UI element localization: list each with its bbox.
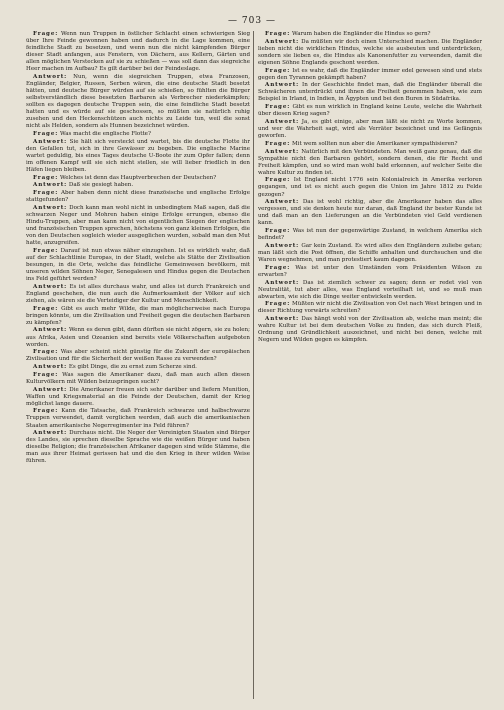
speaker-label: Frage: — [265, 67, 291, 74]
paragraph-text: Welches ist denn das Hauptverbrechen der Deutschen? — [59, 174, 217, 181]
qa-paragraph — [26, 387, 250, 408]
speaker-label: Antwort: — [33, 430, 68, 437]
qa-paragraph — [258, 141, 482, 148]
paragraph-text: Das ist ziemlich schwer zu sagen; denn er redet viel von Neutralität, tut aber alles, was England vorteilhaft ist, und so muß man abwarten, wie sich die Dinge weiter entwickeln werden. — [258, 279, 482, 300]
paragraph-text: Das hängt wohl von der Zivilisation ab, welche man meint; die wahre Kultur ist bei dem deutschen Volke zu finden, das sich durch Fleiß, Ordnung und Gründlichkeit auszeichnet, und nicht bei denen, welche mit Negern und Wilden gegen es kämpfen. — [258, 316, 482, 344]
qa-paragraph — [26, 139, 250, 174]
paragraph-text: Darauf ist nun etwas näher einzugehen. Ist es wirklich wahr, daß auf der Schlachtlinie Europas, in der Stadt, welche als Stätte der Zivilisation besungen, in die Orte, welche das feindliche Gemeinwesen bevölkern, mit unseren wilden Söhnen Neger, Senegalesen und Hindus gegen die Deutschen ins Feld geführt werden? — [26, 247, 250, 283]
paragraph-text: Was ist nun der gegenwärtige Zustand, in welchem Amerika sich befindet? — [258, 228, 482, 242]
qa-paragraph — [26, 175, 250, 182]
speaker-label: Frage: — [33, 305, 59, 312]
speaker-label: Antwort: — [33, 73, 68, 80]
speaker-label: Antwort: — [33, 204, 68, 211]
qa-paragraph — [26, 205, 250, 247]
paragraph-text: Doch kann man wohl nicht in unbedingtem Maß sagen, daß die schwarzen Neger und Mohren haben einige Erfolge errungen, ebenso die Hindu-Truppen, aber man kann nicht von eigentlichen Siegen der englischen und französischen Truppen sprechen, höchstens von ganz kleinen Erfolgen, die von den Deutschen sogleich wieder ausgeglichen wurden, sobald man den Mut hatte, anzugreifen. — [26, 204, 250, 247]
speaker-label: Frage: — [265, 264, 291, 271]
paragraph-text: Sie hält sich versteckt und wartet, bis die deutsche Flotte ihr den Gefallen tut, sich in ihre Gewässer zu begeben. Die englische Marine wartet geduldig, bis eines Tages deutsche U-Boote ihr zum Opfer fallen; denn im offenen Kampf will sie sich nicht stellen, sie will lieber friedlich in den Häfen liegen bleiben. — [26, 138, 250, 173]
paragraph-text: Ja, es gibt einige, aber man läßt sie nicht zu Worte kommen, und wer die Wahrheit sagt, wird als Verräter bezeichnet und ins Gefängnis geworfen. — [258, 119, 482, 140]
qa-paragraph — [258, 39, 482, 67]
speaker-label: Frage: — [265, 301, 291, 308]
paragraph-text: Müßten wir nicht die Zivilisation von Ost nach West bringen und in dieser Richtung vorwärts schreiten? — [258, 301, 482, 315]
paragraph-text: Ist es wahr, daß die Engländer immer edel gewesen sind und stets gegen den Tyrannen gekämpft haben? — [258, 67, 482, 81]
speaker-label: Frage: — [265, 177, 291, 184]
speaker-label: Antwort: — [33, 283, 68, 290]
paragraph-text: Das ist wohl richtig, aber die Amerikaner haben das alles vergessen, und sie denken heute nur daran, daß England ihr bester Kunde ist und daß man an den Lieferungen an die Verbündeten viel Geld verdienen kann. — [258, 199, 482, 227]
paragraph-text: Wenn es deren gibt, dann dürften sie nicht zögern, sie zu holen; aus Afrika, Asien und Ozeanien sind bereits viele Völkerschaften aufgeboten worden. — [26, 327, 250, 348]
speaker-label: Frage: — [33, 247, 59, 254]
qa-paragraph — [26, 74, 250, 130]
speaker-label: Frage: — [33, 408, 59, 415]
qa-paragraph — [26, 349, 250, 363]
speaker-label: Antwort: — [265, 316, 300, 323]
paragraph-text: Warum haben die Engländer die Hindus so gern? — [291, 31, 431, 37]
qa-paragraph — [258, 119, 482, 140]
qa-paragraph — [26, 248, 250, 283]
qa-paragraph — [26, 131, 250, 138]
speaker-label: Antwort: — [265, 148, 300, 155]
paragraph-text: Kann die Tatsache, daß Frankreich schwarze und halbschwarze Truppen verwendet, damit verglichen werden, daß auch die amerikanischen Staaten amerikanische Negerregimenter ins Feld führen? — [26, 408, 250, 429]
qa-paragraph — [26, 190, 250, 204]
speaker-label: Antwort: — [265, 38, 300, 45]
qa-paragraph — [258, 177, 482, 198]
qa-paragraph — [26, 430, 250, 465]
qa-paragraph — [258, 228, 482, 242]
speaker-label: Antwort: — [33, 327, 68, 334]
qa-paragraph — [258, 31, 482, 38]
paragraph-text: Was sagen die Amerikaner dazu, daß man auch allen diesen Kulturvölkern mit Wilden beizuspringen sucht? — [26, 371, 250, 385]
speaker-label: Frage: — [265, 140, 291, 147]
qa-paragraph — [26, 408, 250, 429]
qa-paragraph — [258, 280, 482, 301]
speaker-label: Antwort: — [265, 279, 300, 286]
speaker-label: Frage: — [33, 371, 59, 378]
speaker-label: Frage: — [33, 349, 59, 356]
speaker-label: Frage: — [33, 190, 59, 197]
qa-paragraph — [258, 265, 482, 279]
speaker-label: Antwort: — [265, 82, 300, 89]
speaker-label: Antwort: — [33, 386, 68, 393]
paragraph-text: Wenn nun Truppen in östlicher Schlacht einen schwierigen Sieg über Ihre Feinde gewonnen haben und dadurch in die Lage kommen, eine feindliche Stadt zu besetzen, und wenn nun die nicht kämpfenden Bürger dieser Stadt anfangen, aus Fenstern, von Dächern, aus Kellern, Gärten und allen möglichen Verstecken auf sie zu schießen — was soll dann das siegreiche Heer machen im Aufbau? Es gilt darüber bei der Feindeslage. — [26, 31, 250, 73]
paragraph-text: Mit wem sollten nun aber die Amerikaner sympathisieren? — [291, 140, 458, 147]
speaker-label: Frage: — [33, 131, 59, 138]
qa-paragraph — [26, 306, 250, 327]
qa-paragraph — [26, 31, 250, 73]
qa-paragraph — [258, 82, 482, 103]
paragraph-text: Was aber scheint nicht günstig für die Zukunft der europäischen Zivilisation und für die Sicherheit der weißen Rasse zu verwenden? — [26, 349, 250, 363]
paragraph-text: Gibt es nun wirklich in England keine Leute, welche die Wahrheit über diesen Krieg sagen? — [258, 104, 482, 118]
paragraph-text: Gar kein Zustand. Es wird alles den Engländern zuliebe getan; man läßt sich die Post öffnen, die Schiffe anhalten und durchsuchen und die Waren wegnehmen, und man protestiert kaum dagegen. — [258, 242, 482, 264]
speaker-label: Frage: — [33, 174, 59, 181]
speaker-label: Antwort: — [265, 242, 300, 249]
paragraph-text: Was macht die englische Flotte? — [59, 131, 151, 138]
paragraph-text: Nun, wenn die siegreichen Truppen, etwa Franzosen, Engländer, Belgier, Russen, Serben wären, die eine deutsche Stadt besetzt hätten, und deutsche Bürger würden auf sie schießen, so fühlten die Bürger selbstverständlich diese besetzten Barbaren als Verbrecher niederkämpfen; sollten es dagegen deutsche Truppen sein, die eine feindliche Stadt besetzt hatten und es würde auf sie geschossen, so müßten sie natürlich ruhig zusehen und den Heckenschützen auch nichts zu Leide tun, weil die sonst nicht als Helden, sondern als Hunnen bezeichnet würden. — [26, 73, 250, 130]
speaker-label: Antwort: — [265, 199, 300, 206]
qa-paragraph — [258, 199, 482, 227]
paragraph-text: Durchaus nicht. Die Neger der Vereinigten Staaten sind Bürger des Landes, sie sprechen dieselbe Sprache wie die weißen Bürger und haben dieselbe Religion; die französischen Afrikaner dagegen sind wilde Stämme, die man aus ihrer Heimat gerissen hat und die den Krieg in ihrer wilden Weise führen. — [26, 430, 250, 465]
speaker-label: Antwort: — [265, 119, 300, 125]
speaker-label: Frage: — [265, 31, 291, 37]
paragraph-text: Aber haben denn nicht diese französische und englische Erfolge stattgefunden? — [26, 190, 250, 204]
qa-paragraph — [26, 182, 250, 189]
speaker-label: Antwort: — [33, 364, 68, 371]
qa-paragraph — [26, 372, 250, 386]
speaker-label: Frage: — [33, 31, 59, 37]
paragraph-text: In der Geschichte findet man, daß die Engländer überall die Schwächeren unterdrückt und ihnen die Freiheit genommen haben, wie zum Beispiel in Irland, in Indien, in Ägypten und bei den Buren in Südafrika. — [258, 82, 482, 103]
speaker-label: Antwort: — [33, 138, 68, 145]
qa-paragraph — [258, 243, 482, 264]
paragraph-text: Was ist unter den Umständen vom Präsidenten Wilson zu erwarten? — [258, 264, 482, 278]
paragraph-text: Die Amerikaner freuen sich sehr darüber und liefern Munition, Waffen und Kriegsmaterial an die Feinde der Deutschen, damit der Krieg möglichst lange dauere. — [26, 386, 250, 407]
paragraph-text: Da müßten wir doch einen Unterschied machen. Die Engländer lieben nicht die wirklichen Hindus, welche sie ausbeuten und unterdrücken, sondern sie lieben es, die Hindus als Kanonenfutter zu verwenden, damit die eigenen Söhne Englands geschont werden. — [258, 38, 482, 66]
paragraph-text: Gibt es auch mehr Wilde, die man möglicherweise nach Europa bringen könnte, um die Zivilisation und Freiheit gegen die deutschen Barbaren zu kämpfen? — [26, 305, 250, 326]
qa-paragraph — [258, 68, 482, 82]
qa-paragraph — [26, 284, 250, 305]
paragraph-text: Es gibt Dinge, die zu ernst zum Scherze sind. — [68, 364, 197, 371]
speaker-label: Antwort: — [33, 182, 68, 189]
left-column — [26, 31, 250, 699]
qa-paragraph — [258, 149, 482, 177]
qa-paragraph — [26, 364, 250, 371]
right-column — [258, 31, 482, 699]
column-divider — [253, 31, 254, 699]
paragraph-text: Ist England nicht 1776 sein Kolonialreich in Amerika verloren gegangen, und ist es nicht auch gegen die Union im Jahre 1812 zu Felde gezogen? — [258, 177, 482, 198]
paragraph-text: Es ist alles durchaus wahr, und alles ist durch Frankreich und England geschehen, die nun auch die Aufmerksamkeit der Völker auf sich ziehen, als wären sie die Verteidiger der Kultur und Menschlichkeit. — [26, 283, 250, 304]
page-number: — 703 — — [228, 16, 276, 26]
qa-paragraph — [258, 301, 482, 315]
qa-paragraph — [26, 327, 250, 348]
speaker-label: Frage: — [265, 104, 291, 111]
qa-paragraph — [258, 316, 482, 344]
speaker-label: Frage: — [265, 228, 291, 235]
paragraph-text: Daß sie gesiegt haben. — [68, 182, 134, 189]
qa-paragraph — [258, 104, 482, 118]
paragraph-text: Natürlich mit den Verbündeten. Man weiß ganz genau, daß die Sympathie nicht den Barbaren gehört, sondern denen, die für Recht und Freiheit kämpfen, und so wird man wohl bald erkennen, auf welcher Seite die wahre Kultur zu finden ist. — [258, 148, 482, 176]
